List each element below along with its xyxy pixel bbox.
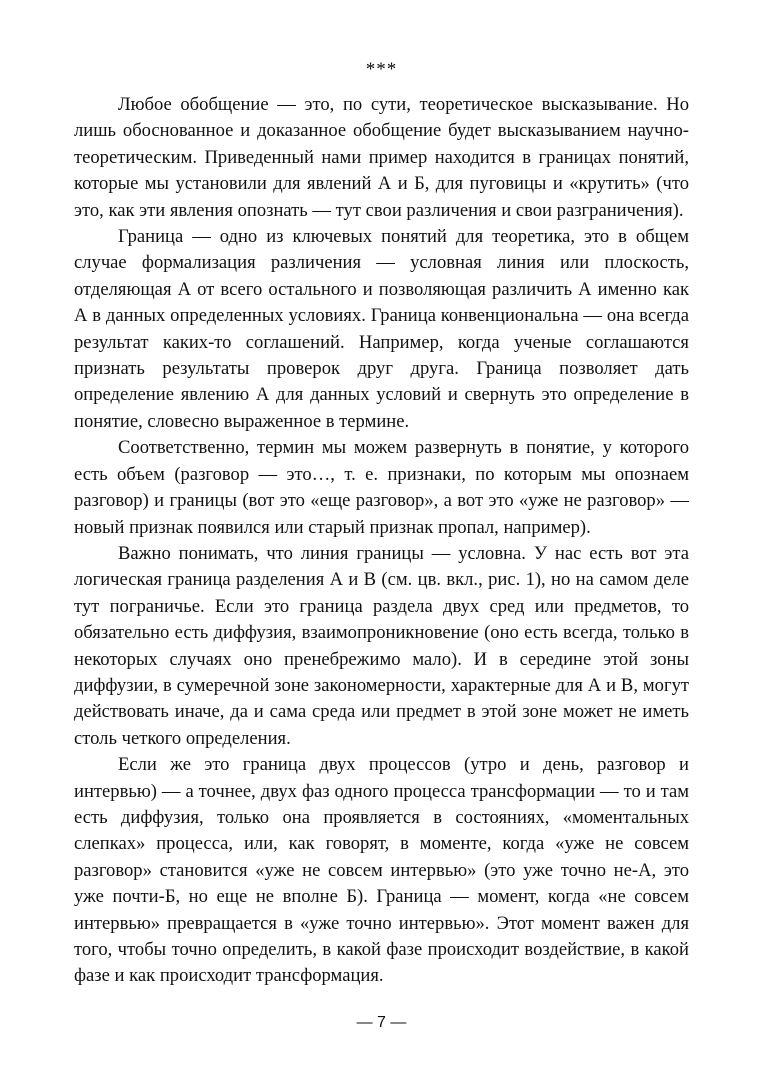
- paragraph-term-concept: Соответственно, термин мы можем развернуть в понятие, у которого есть объем (разговор — это…, т. е. признаки, по которым мы опознаем разговор) и границы (вот это «еще разговор», а вот это «уже не разговор» — новый признак появился или старый признак пропал, например).: [74, 437, 689, 538]
- page-number: — 7 —: [356, 1014, 407, 1031]
- paragraph-generalization: Любое обобщение — это, по сути, теоретическое высказывание. Но лишь обоснованное и доказанное обобщение будет высказыванием научно-теоретическим. Приведенный нами пример находится в границах понятий, которые мы установили для явлений А и Б, для пуговицы и «крутить» (что это, как эти явления опознать — тут свои различения и свои разграничения).: [74, 94, 689, 221]
- body-text: [74, 92, 689, 990]
- paragraph-boundary-diffusion: Важно понимать, что линия границы — условна. У нас есть вот эта логическая граница разделения А и В (см. цв. вкл., рис. 1), но на самом деле тут пограничье. Если это граница раздела двух сред или предметов, то обязательно есть диффузия, взаимопроникновение (оно есть всегда, только в некоторых случаях оно пренебрежимо мало). И в середине этой зоны диффузии, в сумеречной зоне закономерности, характерные для А и В, могут действовать иначе, да и сама среда или предмет в этой зоне может не иметь столь четкого определения.: [74, 542, 689, 749]
- paragraph-boundary-definition: Граница — одно из ключевых понятий для теоретика, это в общем случае формализация различения — условная линия или плоскость, отделяющая А от всего остального и позволяющая различить А именно как А в данных определенных условиях. Граница конвенциональна — она всегда результат каких-то соглашений. Например, когда ученые соглашаются признать результаты проверок друг друга. Граница позволяет дать определение явлению А для данных условий и свернуть это определение в понятие, словесно выраженное в термине.: [74, 226, 689, 432]
- paragraph-process-boundary: Если же это граница двух процессов (утро и день, разговор и интервью) — а точнее, двух фаз одного процесса трансформации — то и там есть диффузия, только она проявляется в состояниях, «моментальных слепках» процесса, или, как говорят, в моменте, когда «уже не совсем разговор» становится «уже не совсем интервью» (это уже точно не-А, это уже почти-Б, но еще не вполне Б). Граница — момент, когда «не совсем интервью» превращается в «уже точно интервью». Этот момент важен для того, чтобы точно определить, в какой фазе происходит воздействие, в какой фазе и как происходит трансформация.: [74, 754, 689, 987]
- section-separator: ***: [365, 59, 398, 80]
